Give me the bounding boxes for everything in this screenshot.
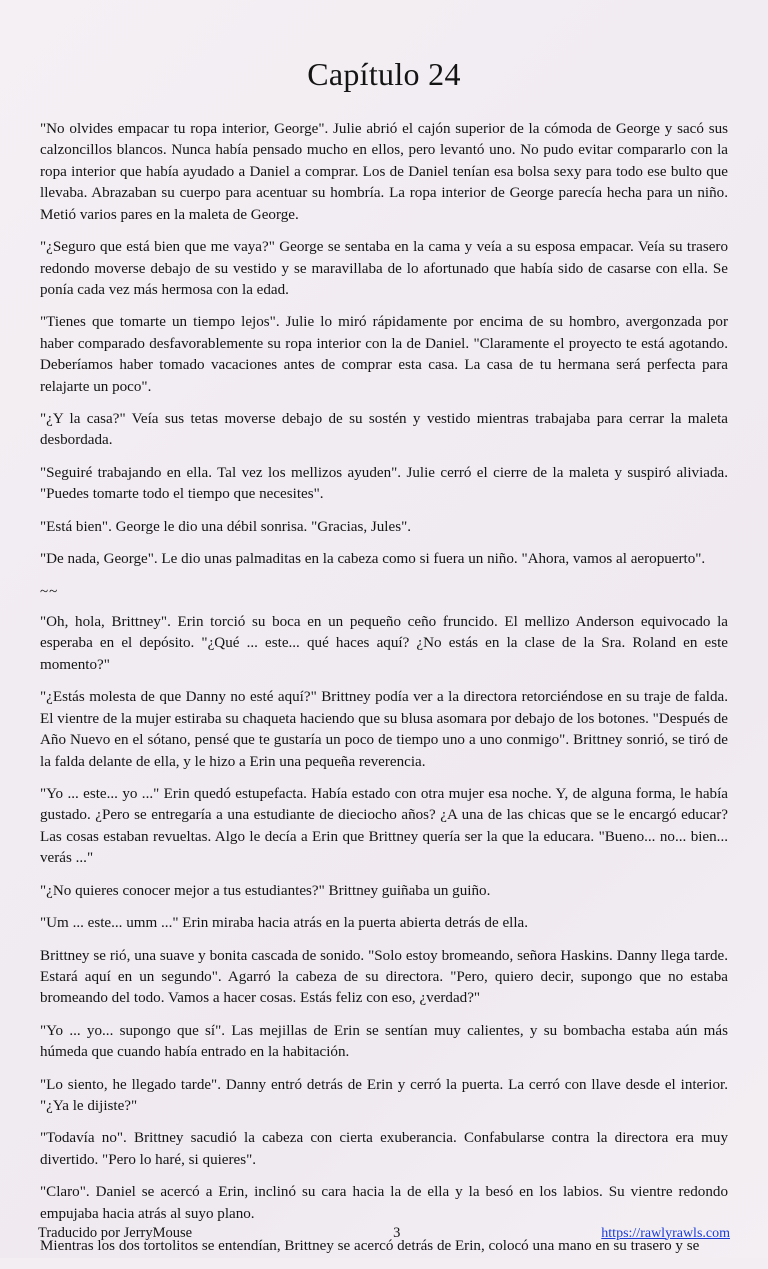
paragraph: "De nada, George". Le dio unas palmaditas en la cabeza como si fuera un niño. "Ahora, vamos al aeropuerto". — [40, 551, 706, 568]
translator-credit: Traducido por JerryMouse — [38, 1224, 193, 1241]
page-number: 3 — [393, 1224, 401, 1241]
paragraph: "Tienes que tomarte un tiempo lejos". Julie lo miró rápidamente por encima de su hombro, avergonzada por haber comparado desfavorablemente su ropa interior con la de Daniel. "Claramente el proyecto te está agotando. Deberíamos haber tomado vacaciones antes de comprar esta casa. La casa de tu hermana será perfecta para relajarte un poco". — [40, 314, 728, 395]
footer-link-container — [601, 1225, 730, 1242]
paragraph: "Lo siento, he llegado tarde". Danny entró detrás de Erin y cerró la puerta. La cerró con llave desde el interior. "¿Ya le dijiste?" — [40, 1076, 728, 1115]
paragraph: Mientras los dos tortolitos se entendían, Brittney se acercó detrás de Erin, colocó una mano en su trasero y se — [40, 1238, 700, 1255]
paragraph: "Todavía no". Brittney sacudió la cabeza con cierta exuberancia. Confabularse contra la directora era muy divertido. "Pero lo haré, si quieres". — [40, 1130, 728, 1168]
page-title: Capítulo 24 — [307, 56, 461, 92]
page-footer — [38, 1225, 730, 1242]
paragraph: "Seguiré trabajando en ella. Tal vez los mellizos ayuden". Julie cerró el cierre de la maleta y suspiró aliviada. "Puedes tomarte todo el tiempo que necesites". — [40, 464, 728, 503]
paragraph: "¿Y la casa?" Veía sus tetas moverse debajo de su sostén y vestido mientras trabajaba para cerrar la maleta desbordada. — [40, 411, 728, 449]
scene-separator: ~~ — [40, 583, 59, 600]
paragraph: "¿Estás molesta de que Danny no esté aquí?" Brittney podía ver a la directora retorciéndose en su traje de falda. El vientre de la mujer estiraba su chaqueta haciendo que su blusa asomara por debajo de los botones. "Después de Año Nuevo en el sótano, pensé que te gustaría un poco de tiempo uno a uno conmigo". Brittney sonrió, se tiró de la falda delante de ella, y le hizo a Erin una pequeña reverencia. — [40, 689, 728, 770]
paragraph: "¿No quieres conocer mejor a tus estudiantes?" Brittney guiñaba un guiño. — [40, 882, 491, 899]
paragraph: "No olvides empacar tu ropa interior, George". Julie abrió el cajón superior de la cómoda de George y sacó sus calzoncillos blancos. Nunca había pensado mucho en ellos, pero levantó uno. No pudo evitar compararlo con la ropa interior que había ayudado a Daniel a comprar. Los de Daniel tenían esa bolsa sexy para todo ese bulto que llevaba. Abrazaban su cuerpo para acentuar su hombría. La ropa interior de George parecía hecha para un niño. Metió varios pares en la maleta de George. — [40, 121, 728, 223]
paragraph: "¿Seguro que está bien que me vaya?" George se sentaba en la cama y veía a su esposa empacar. Veía su trasero redondo moverse debajo de su vestido y se maravillaba de lo afortunado que había sido de casarse con ella. Se ponía cada vez más hermosa con la edad. — [40, 239, 728, 298]
paragraph: "Claro". Daniel se acercó a Erin, inclinó su cara hacia la de ella y la besó en los labios. Su vientre redondo empujaba hacia atrás al suyo plano. — [40, 1184, 728, 1222]
website-link[interactable]: https://rawlyrawls.com — [601, 1225, 730, 1241]
paragraph: "Está bien". George le dio una débil sonrisa. "Gracias, Jules". — [40, 518, 412, 535]
paragraph: "Yo ... yo... supongo que sí". Las mejillas de Erin se sentían muy calientes, y su bombacha estaba aún más húmeda que cuando había entrado en la habitación. — [40, 1022, 728, 1061]
paragraph: Brittney se rió, una suave y bonita cascada de sonido. "Solo estoy bromeando, señora Haskins. Danny llega tarde. Estará aquí en un segundo". Agarró la cabeza de su directora. "Pero, quiero decir, supongo que no estaba bromeando del todo. Vamos a hacer cosas. Estás feliz con eso, ¿verdad?" — [40, 947, 728, 1007]
paragraph: "Um ... este... umm ..." Erin miraba hacia atrás en la puerta abierta detrás de ella. — [40, 915, 528, 932]
paragraph: "Yo ... este... yo ..." Erin quedó estupefacta. Había estado con otra mujer esa noche. Y, de alguna forma, le había gustado. ¿Pero se entregaría a una estudiante de dieciocho años? ¿A una de las chicas que se le encargó educar? Las cosas estaban revueltas. Algo le decía a Erin que Brittney quería ser la que la educara. "Bueno... no... bien... verás ..." — [40, 785, 728, 867]
paragraph: "Oh, hola, Brittney". Erin torció su boca en un pequeño ceño fruncido. El mellizo Anderson equivocado la esperaba en el depósito. "¿Qué ... este... qué haces aquí? ¿No estás en la clase de la Sra. Roland en este momento?" — [40, 614, 728, 673]
